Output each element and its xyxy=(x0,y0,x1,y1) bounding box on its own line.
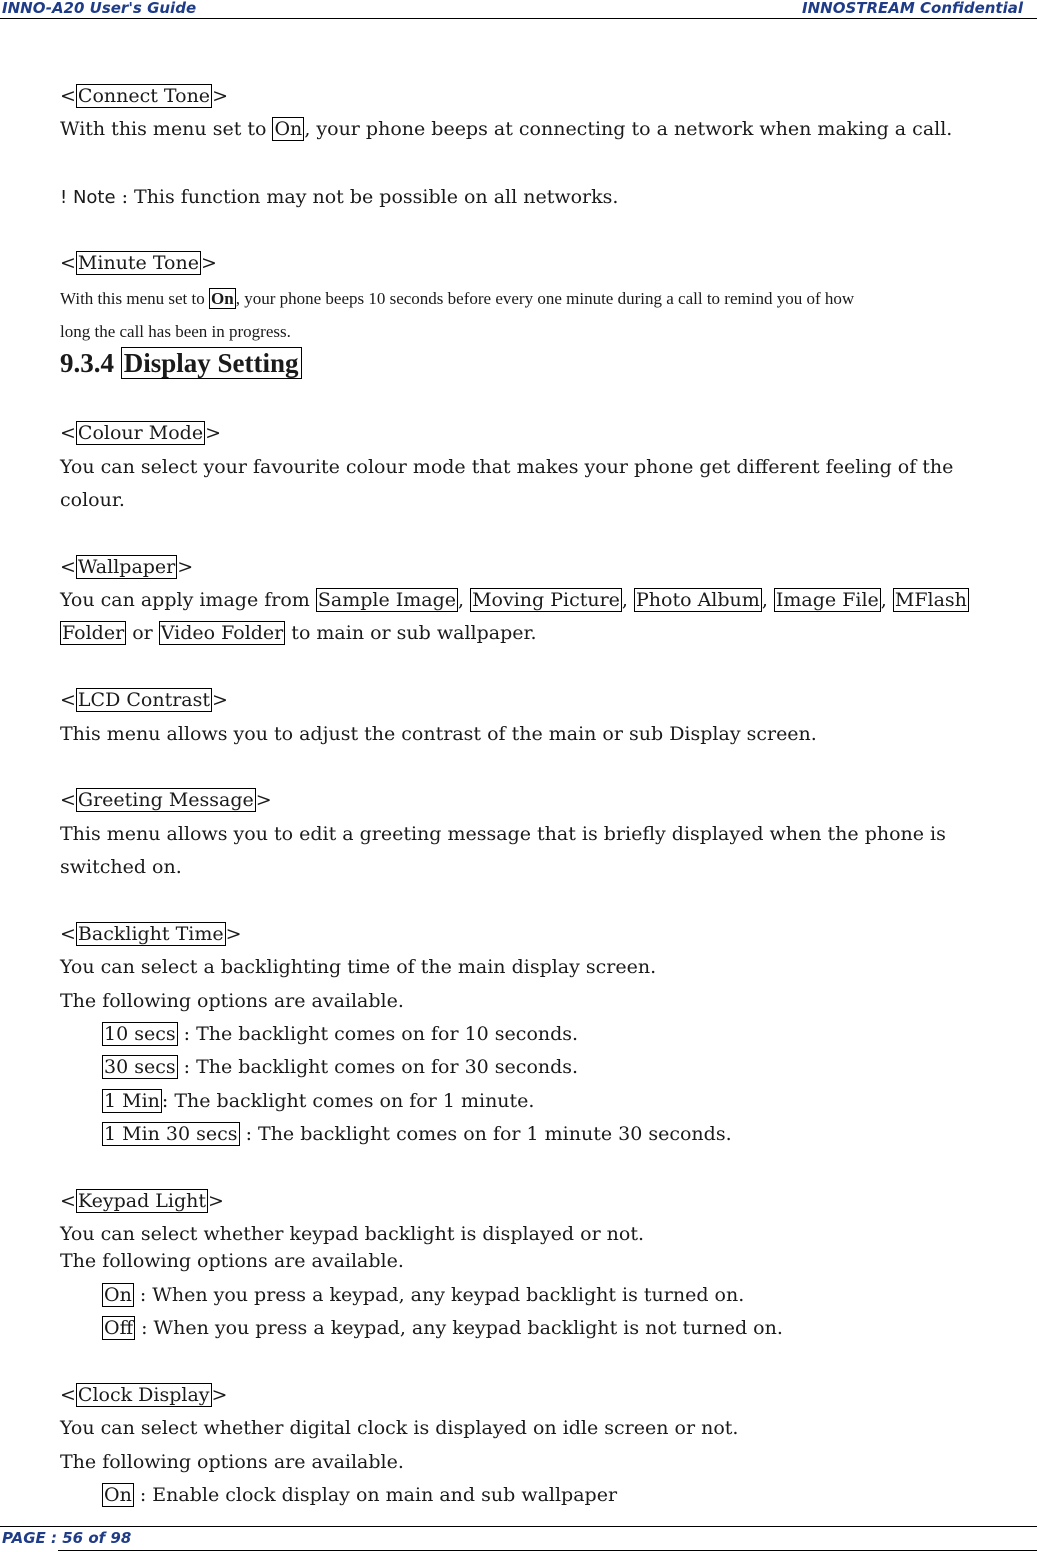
clock-text-2: The following options are available. xyxy=(60,1451,404,1473)
colour-mode-text-2: colour. xyxy=(60,489,125,511)
minute-tone-text-2: long the call has been in progress. xyxy=(60,322,291,341)
wallpaper-text-2: Folder or Video Folder to main or sub wallpaper. xyxy=(62,622,537,644)
list-item: 1 Min 30 secs : The backlight comes on for 1 minute 30 seconds. xyxy=(104,1123,732,1145)
backlight-text-2: The following options are available. xyxy=(60,990,404,1012)
keypad-text: You can select whether keypad backlight is displayed or not. xyxy=(60,1223,645,1245)
section-heading: 9.3.4 Display Setting xyxy=(60,346,302,380)
list-item: 30 secs : The backlight comes on for 30 seconds. xyxy=(104,1056,579,1078)
minute-tone-text: With this menu set to On , your phone beeps 10 seconds before every one minute during a call to remind you of how xyxy=(60,289,855,308)
page-footer xyxy=(0,1526,1037,1552)
lcd-contrast-text: This menu allows you to adjust the contrast of the main or sub Display screen. xyxy=(60,723,817,745)
clock-heading: < Clock Display > xyxy=(60,1384,228,1406)
clock-text: You can select whether digital clock is displayed on idle screen or not. xyxy=(60,1417,739,1439)
backlight-text: You can select a backlighting time of the main display screen. xyxy=(60,956,657,978)
greeting-heading: < Greeting Message > xyxy=(60,789,272,811)
minute-tone-heading: < Minute Tone > xyxy=(60,252,217,274)
list-item: 10 secs : The backlight comes on for 10 seconds. xyxy=(104,1023,579,1045)
wallpaper-heading: < Wallpaper > xyxy=(60,556,194,578)
wallpaper-text: You can apply image from Sample Image , Moving Picture , Photo Album , Image File , MFlash xyxy=(60,589,967,611)
list-item: On : Enable clock display on main and sub wallpaper xyxy=(104,1484,618,1506)
connect-tone-text: With this menu set to On , your phone beeps at connecting to a network when making a call. xyxy=(60,118,953,140)
lcd-contrast-heading: < LCD Contrast > xyxy=(60,689,228,711)
backlight-heading: < Backlight Time > xyxy=(60,923,242,945)
list-item: Off : When you press a keypad, any keypad backlight is not turned on. xyxy=(104,1317,783,1339)
connect-tone-heading: < Connect Tone > xyxy=(60,85,228,107)
connect-tone-note: ! Note : This function may not be possible on all networks. xyxy=(60,186,619,208)
page-number: PAGE : 56 of 98 xyxy=(2,1529,132,1547)
list-item: On : When you press a keypad, any keypad backlight is turned on. xyxy=(104,1284,745,1306)
list-item: 1 Min : The backlight comes on for 1 minute. xyxy=(104,1090,535,1112)
greeting-text: This menu allows you to edit a greeting message that is briefly displayed when the phone is xyxy=(60,823,946,845)
page-header xyxy=(0,0,1037,19)
header-confidential: INNOSTREAM Confidential xyxy=(802,0,1023,17)
colour-mode-heading: < Colour Mode > xyxy=(60,422,221,444)
header-doc-title: INNO-A20 User's Guide xyxy=(2,0,197,17)
keypad-text-2: The following options are available. xyxy=(60,1250,404,1272)
greeting-text-2: switched on. xyxy=(60,856,182,878)
keypad-heading: < Keypad Light > xyxy=(60,1190,224,1212)
colour-mode-text: You can select your favourite colour mode that makes your phone get different feeling of the xyxy=(60,456,954,478)
